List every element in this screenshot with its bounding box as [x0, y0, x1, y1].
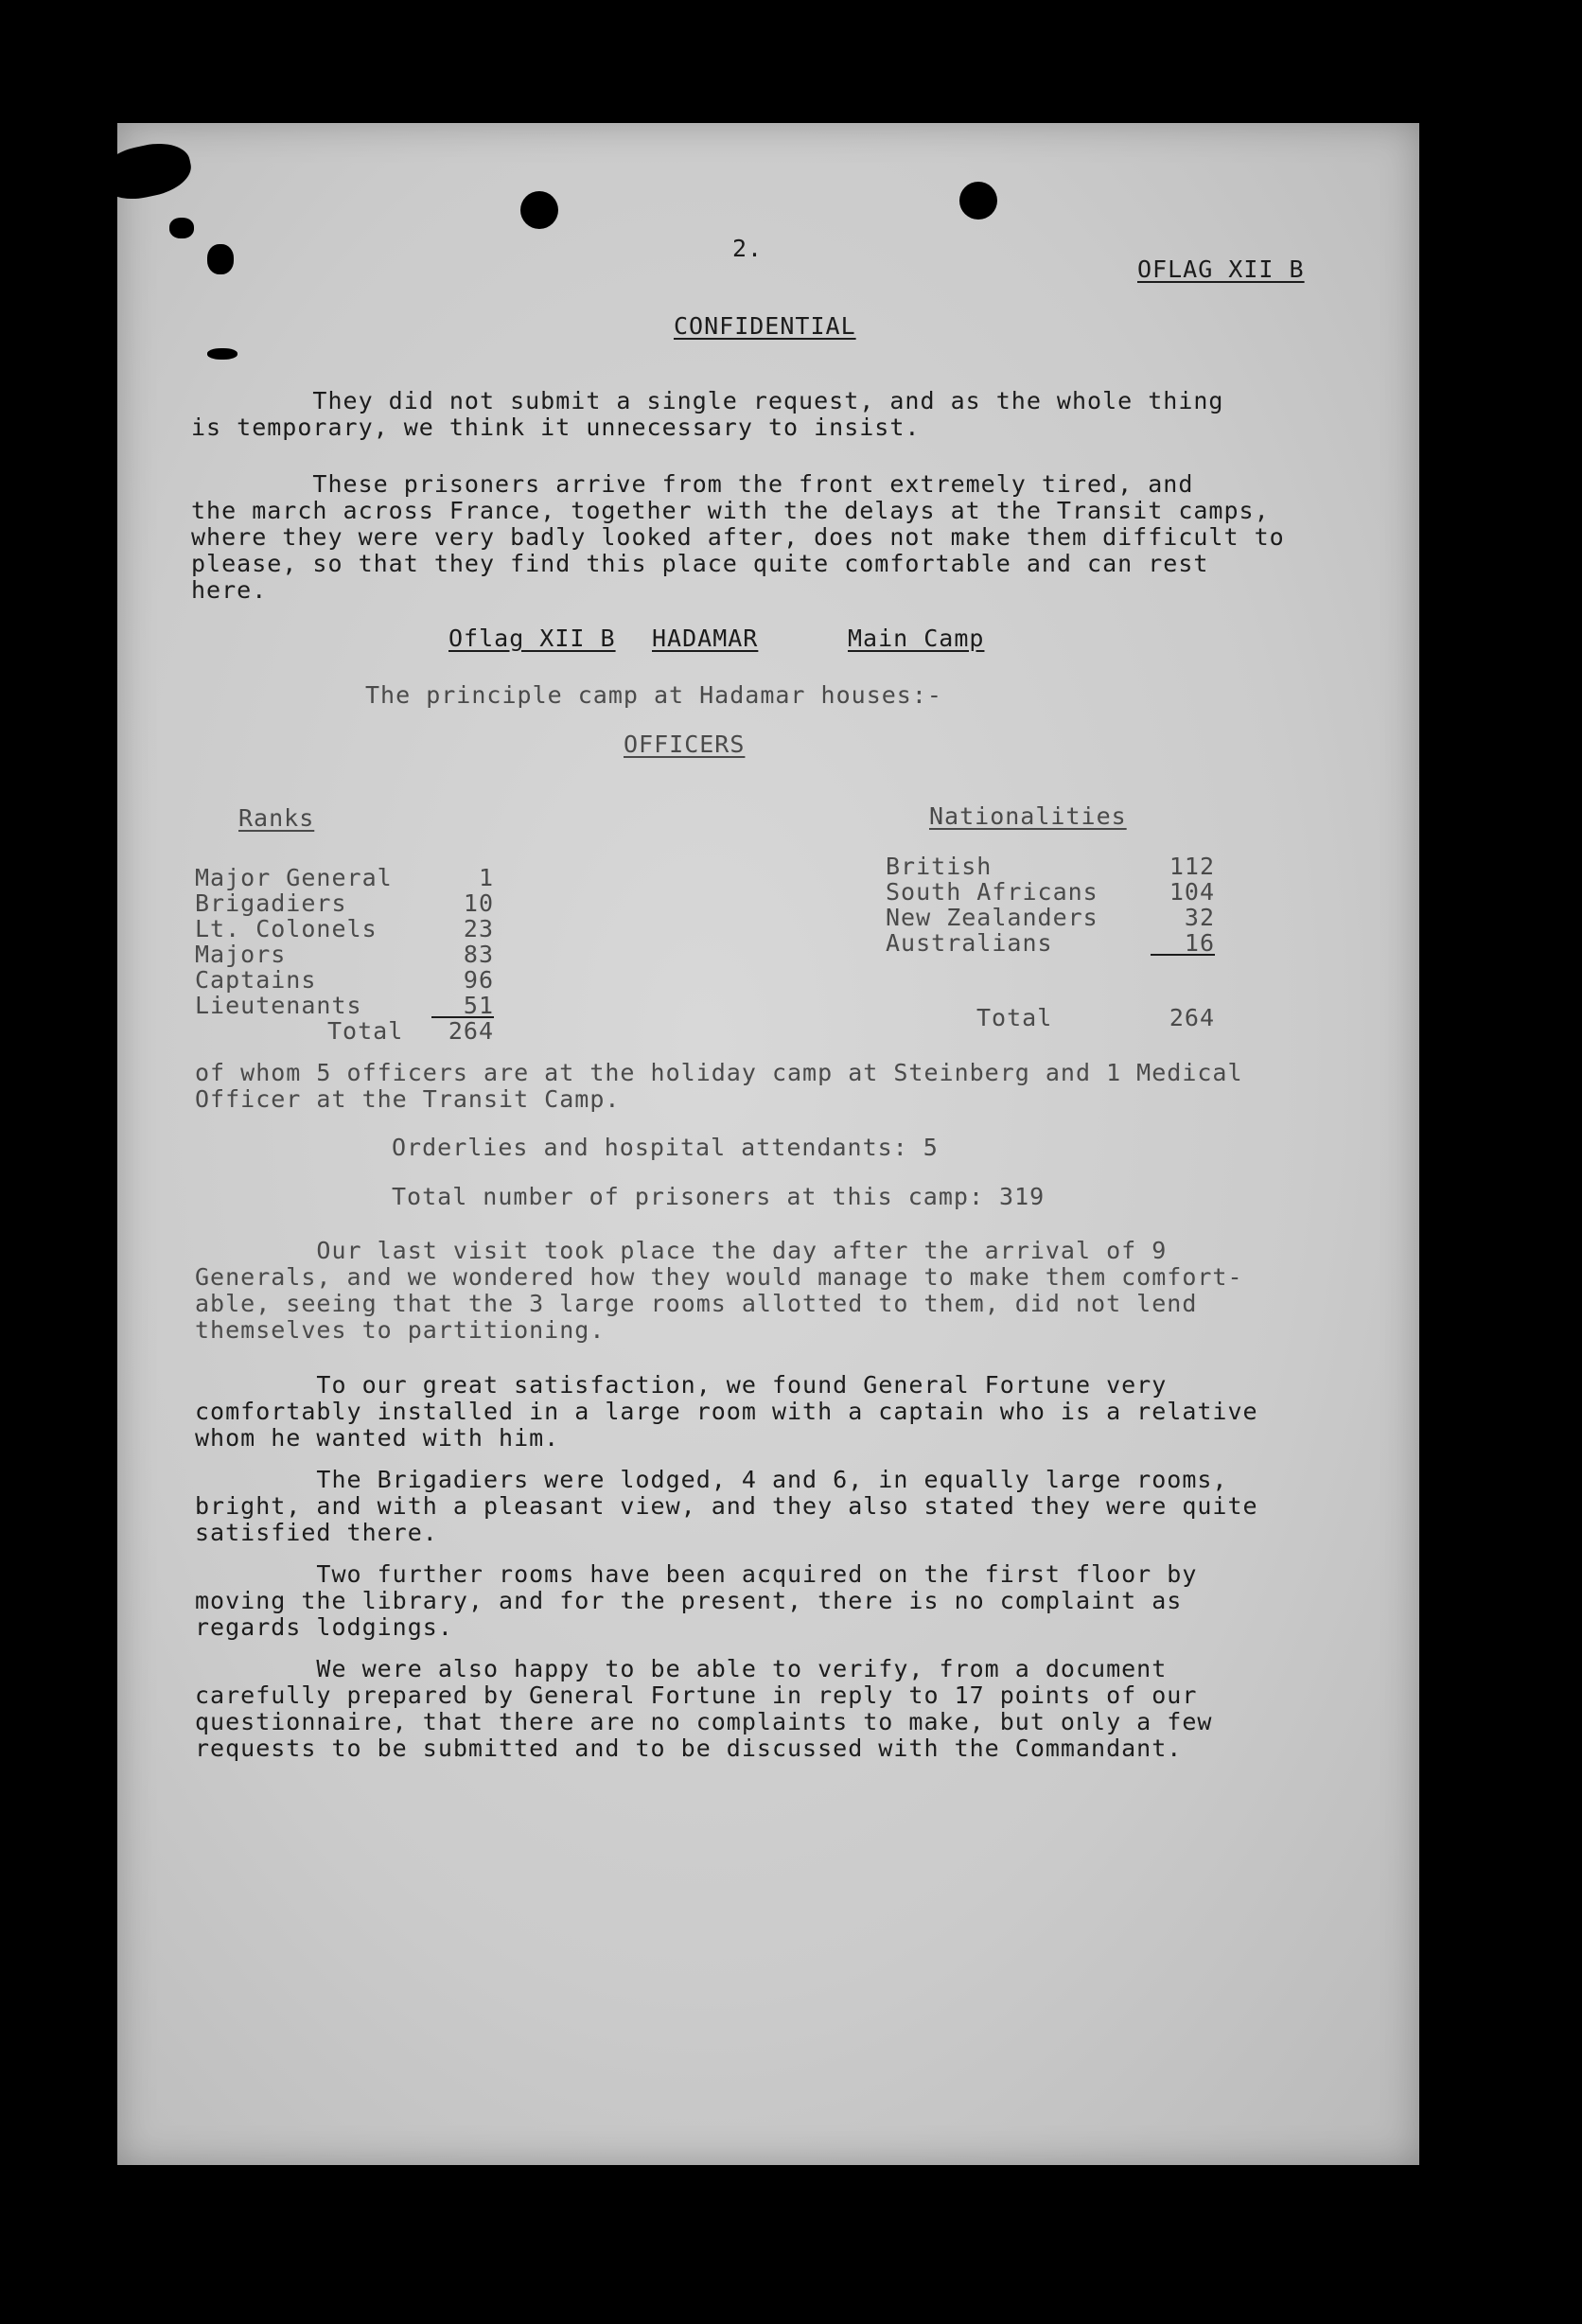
rank-count: 10 — [463, 889, 494, 917]
paragraph-line: Officer at the Transit Camp. — [195, 1085, 621, 1113]
paragraph-line: carefully prepared by General Fortune in reply to 17 points of our — [195, 1681, 1198, 1709]
nationality-label: Australians — [886, 929, 1053, 957]
section-heading-camp: Oflag XII B — [448, 625, 616, 652]
paragraph-line: The Brigadiers were lodged, 4 and 6, in equally large rooms, — [195, 1466, 1228, 1493]
ranks-row — [195, 865, 494, 890]
nationality-label: South Africans — [886, 878, 1099, 906]
ranks-total-row — [195, 1018, 494, 1044]
paragraph-line: questionnaire, that there are no complaints to make, but only a few — [195, 1708, 1213, 1735]
orderlies-line: Orderlies and hospital attendants: 5 — [392, 1134, 939, 1161]
paragraph-line: please, so that they find this place quite comfortable and can rest — [191, 550, 1209, 577]
nationalities-row — [886, 879, 1215, 905]
paragraph-line: Generals, and we wondered how they would manage to make them comfort- — [195, 1263, 1243, 1291]
officers-note — [195, 1060, 1243, 1113]
paragraph-line: bright, and with a pleasant view, and they also stated they were quite — [195, 1492, 1258, 1520]
ink-blot — [96, 137, 195, 206]
paragraph-line: of whom 5 officers are at the holiday camp at Steinberg and 1 Medical — [195, 1059, 1243, 1086]
rank-count: 1 — [478, 864, 494, 891]
punch-hole-right — [959, 182, 997, 220]
total-prisoners-line: Total number of prisoners at this camp: 319 — [392, 1183, 1046, 1210]
paragraph-line: here. — [191, 576, 268, 604]
paragraph-line: These prisoners arrive from the front extremely tired, and — [191, 470, 1194, 498]
nationalities-row — [886, 905, 1215, 930]
ranks-row — [195, 993, 494, 1018]
document-page — [117, 123, 1419, 2165]
classification-heading: CONFIDENTIAL — [674, 312, 856, 340]
paragraph-line: Our last visit took place the day after the arrival of 9 — [195, 1237, 1168, 1264]
ranks-heading: Ranks — [238, 804, 315, 832]
nationalities-table — [886, 854, 1215, 956]
rank-label: Lt. Colonels — [195, 915, 378, 942]
nationalities-total-value: 264 — [1169, 1004, 1215, 1031]
body-paragraph-3 — [195, 1467, 1258, 1546]
rank-label: Lieutenants — [195, 992, 362, 1019]
nationality-count: 16 — [1151, 930, 1215, 956]
ink-blot — [169, 218, 194, 238]
ink-blot — [207, 244, 234, 274]
paragraph-line: themselves to partitioning. — [195, 1316, 606, 1344]
paragraph-line: requests to be submitted and to be discussed with the Commandant. — [195, 1734, 1183, 1762]
ranks-row — [195, 942, 494, 967]
ranks-table — [195, 865, 494, 1044]
page-number: 2. — [732, 235, 764, 262]
body-paragraph-4 — [195, 1561, 1197, 1641]
ranks-row — [195, 890, 494, 916]
rank-label: Captains — [195, 966, 317, 994]
paragraph-line: where they were very badly looked after, does not make them difficult to — [191, 523, 1285, 551]
houses-line: The principle camp at Hadamar houses:- — [365, 681, 942, 709]
officers-heading: OFFICERS — [624, 731, 746, 758]
rank-count: 96 — [463, 966, 494, 994]
nationality-label: British — [886, 853, 993, 880]
rank-label: Majors — [195, 941, 287, 968]
paragraph-line: moving the library, and for the present, there is no complaint as — [195, 1587, 1183, 1614]
rank-count: 51 — [431, 993, 494, 1018]
paragraph-line: comfortably installed in a large room with a captain who is a relative — [195, 1398, 1258, 1425]
ranks-row — [195, 967, 494, 993]
nationality-count: 104 — [1169, 878, 1215, 906]
paragraph-line: Two further rooms have been acquired on the first floor by — [195, 1560, 1198, 1588]
nationality-count: 112 — [1169, 853, 1215, 880]
rank-count: 23 — [463, 915, 494, 942]
body-paragraph-2 — [195, 1372, 1258, 1452]
body-paragraph-5 — [195, 1656, 1212, 1762]
section-heading-type: Main Camp — [848, 625, 985, 652]
nationalities-total-label: Total — [976, 1004, 1053, 1031]
paragraph-line: the march across France, together with the delays at the Transit camps, — [191, 497, 1270, 524]
paragraph-line: satisfied there. — [195, 1519, 438, 1546]
paragraph-line: whom he wanted with him. — [195, 1424, 560, 1452]
section-heading-location: HADAMAR — [652, 625, 759, 652]
rank-count: 83 — [463, 941, 494, 968]
rank-label: Major General — [195, 864, 393, 891]
camp-code: OFLAG XII B — [1137, 255, 1305, 283]
rank-label: Brigadiers — [195, 889, 347, 917]
intro-paragraph-1 — [191, 388, 1224, 441]
intro-paragraph-2 — [191, 471, 1285, 604]
ranks-total-value: 264 — [448, 1017, 494, 1045]
ink-blot — [207, 348, 237, 360]
ranks-total-label: Total — [327, 1017, 404, 1045]
paragraph-line: We were also happy to be able to verify, from a document — [195, 1655, 1168, 1682]
nationality-count: 32 — [1184, 904, 1215, 931]
paragraph-line: able, seeing that the 3 large rooms allotted to them, did not lend — [195, 1290, 1198, 1317]
paragraph-line: To our great satisfaction, we found General Fortune very — [195, 1371, 1168, 1399]
body-paragraph-1 — [195, 1238, 1243, 1344]
paragraph-line: regards lodgings. — [195, 1613, 453, 1641]
nationality-label: New Zealanders — [886, 904, 1099, 931]
paragraph-line: is temporary, we think it unnecessary to insist. — [191, 414, 921, 441]
nationalities-heading: Nationalities — [929, 802, 1127, 830]
nationalities-row — [886, 930, 1215, 956]
ranks-row — [195, 916, 494, 942]
punch-hole-left — [520, 191, 558, 229]
paragraph-line: They did not submit a single request, and as the whole thing — [191, 387, 1224, 414]
nationalities-total — [976, 1005, 1215, 1030]
nationalities-total-row — [976, 1005, 1215, 1030]
nationalities-row — [886, 854, 1215, 879]
